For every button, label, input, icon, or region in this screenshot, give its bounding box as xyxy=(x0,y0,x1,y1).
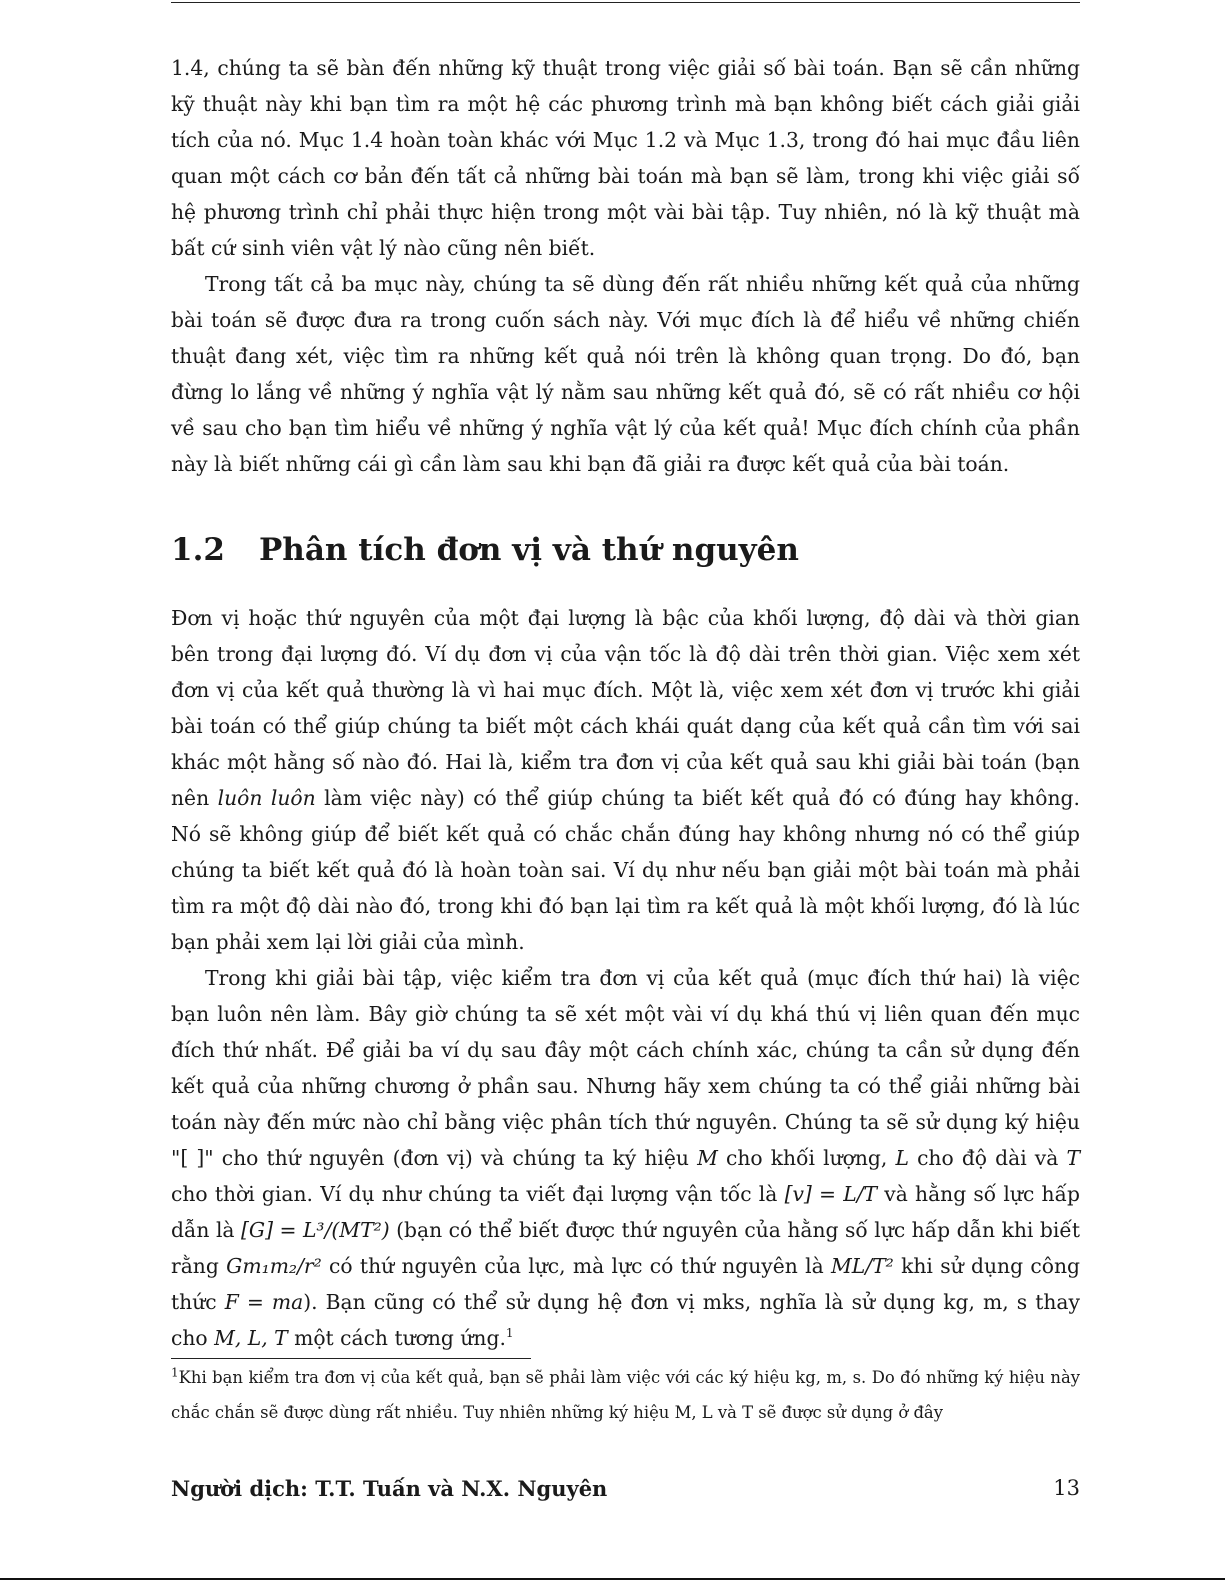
text-run: Trong khi giải bài tập, việc kiểm tra đơn vị của kết quả (mục đích thứ hai) là việc bạn luôn nên làm. Bây giờ chúng ta sẽ xét một vài ví dụ khá thú vị liên quan đến mục đích thứ nhất. Để giải ba ví dụ sau đây một cách chính xác, chúng ta cần sử dụng đến kết quả của những chương ở phần sau. Nhưng hãy xem chúng ta có thể giải những bài toán này đến mức nào chỉ bằng việc phân tích thứ nguyên. Chúng ta sẽ sử dụng ký hiệu "[ ]" cho thứ nguyên (đơn vị) và chúng ta ký hiệu xyxy=(171,966,1080,1170)
footnote-mark: 1 xyxy=(171,1365,179,1380)
text-run: (bạn có thể biết được thứ nguyên của hằng số lực hấp dẫn khi biết rằng xyxy=(171,1218,1080,1278)
translator-credit: Người dịch: T.T. Tuấn và N.X. Nguyên xyxy=(171,1476,608,1501)
page-number: 13 xyxy=(1053,1476,1080,1500)
text-run: Đơn vị hoặc thứ nguyên của một đại lượng là bậc của khối lượng, độ dài và thời gian bên trong đại lượng đó. Ví dụ đơn vị của vận tốc là độ dài trên thời gian. Việc xem xét đơn vị của kết quả thường là vì hai mục đích. Một là, việc xem xét đơn vị trước khi giải bài toán có thể giúp chúng ta biết một cách khái quát dạng của kết quả cần tìm với sai khác một hằng số nào đó. Hai là, kiểm tra đơn vị của kết quả sau khi giải bài toán (bạn nên xyxy=(171,606,1080,810)
math-symbol: T xyxy=(1066,1146,1080,1170)
page-body xyxy=(171,50,1080,1356)
footnote-rule xyxy=(171,1358,531,1359)
header-rule xyxy=(171,2,1080,3)
math-expression: Gm₁m₂/r² xyxy=(226,1254,322,1278)
section-number: 1.2 xyxy=(171,532,225,568)
text-run: một cách tương ứng. xyxy=(287,1326,506,1350)
text-run: khi sử dụng công thức xyxy=(171,1254,1080,1314)
math-expression: ML/T² xyxy=(831,1254,894,1278)
section-title: Phân tích đơn vị và thứ nguyên xyxy=(259,532,799,568)
footnote-text: Khi bạn kiểm tra đơn vị của kết quả, bạn sẽ phải làm việc với các ký hiệu kg, m, s. Do đó những ký hiệu này chắc chắn sẽ được dùng rất nhiều. Tuy nhiên những ký hiệu M, L và T sẽ được sử dụng ở đây xyxy=(171,1368,1080,1422)
math-symbol: M xyxy=(697,1146,718,1170)
intro-paragraph-1: 1.4, chúng ta sẽ bàn đến những kỹ thuật trong việc giải số bài toán. Bạn sẽ cần những kỹ thuật này khi bạn tìm ra một hệ các phương trình mà bạn không biết cách giải giải tích của nó. Mục 1.4 hoàn toàn khác với Mục 1.2 và Mục 1.3, trong đó hai mục đầu liên quan một cách cơ bản đến tất cả những bài toán mà bạn sẽ làm, trong khi việc giải số hệ phương trình chỉ phải thực hiện trong một vài bài tập. Tuy nhiên, nó là kỹ thuật mà bất cứ sinh viên vật lý nào cũng nên biết. xyxy=(171,56,1080,260)
page-bottom-edge xyxy=(0,1578,1225,1580)
text-run: cho độ dài và xyxy=(908,1146,1067,1170)
footnote xyxy=(171,1360,1080,1430)
math-expression: M, L, T xyxy=(214,1326,288,1350)
footnote-reference[interactable]: 1 xyxy=(505,1326,514,1341)
text-run: cho khối lượng, xyxy=(717,1146,896,1170)
text-run: làm việc này) có thể giúp chúng ta biết kết quả đó có đúng hay không. Nó sẽ không giúp để biết kết quả có chắc chắn đúng hay không nhưng nó có thể giúp chúng ta biết kết quả đó là hoàn toàn sai. Ví dụ như nếu bạn giải một bài toán mà phải tìm ra một độ dài nào đó, trong khi đó bạn lại tìm ra kết quả là một khối lượng, đó là lúc bạn phải xem lại lời giải của mình. xyxy=(171,786,1080,954)
text-run: có thứ nguyên của lực, mà lực có thứ nguyên là xyxy=(321,1254,832,1278)
section-paragraph-2 xyxy=(171,960,1080,1356)
text-run: ). Bạn cũng có thể sử dụng hệ đơn vị mks, nghĩa là sử dụng kg, m, s thay cho xyxy=(171,1290,1080,1350)
math-expression: F = ma xyxy=(224,1290,304,1314)
math-expression: [v] = L/T xyxy=(784,1182,878,1206)
page-footer xyxy=(171,1476,1080,1508)
emphasis-text: luôn luôn xyxy=(217,786,316,810)
section-heading xyxy=(171,530,1080,570)
math-symbol: L xyxy=(895,1146,909,1170)
math-expression: [G] = L³/(MT²) xyxy=(241,1218,390,1242)
section-paragraph-1 xyxy=(171,600,1080,960)
text-run: và hằng số lực hấp dẫn là xyxy=(171,1182,1080,1242)
text-run: cho thời gian. Ví dụ như chúng ta viết đại lượng vận tốc là xyxy=(171,1182,785,1206)
intro-paragraph-2: Trong tất cả ba mục này, chúng ta sẽ dùng đến rất nhiều những kết quả của những bài toán sẽ được đưa ra trong cuốn sách này. Với mục đích là để hiểu về những chiến thuật đang xét, việc tìm ra những kết quả nói trên là không quan trọng. Do đó, bạn đừng lo lắng về những ý nghĩa vật lý nằm sau những kết quả đó, sẽ có rất nhiều cơ hội về sau cho bạn tìm hiểu về những ý nghĩa vật lý của kết quả! Mục đích chính của phần này là biết những cái gì cần làm sau khi bạn đã giải ra được kết quả của bài toán. xyxy=(171,272,1080,476)
